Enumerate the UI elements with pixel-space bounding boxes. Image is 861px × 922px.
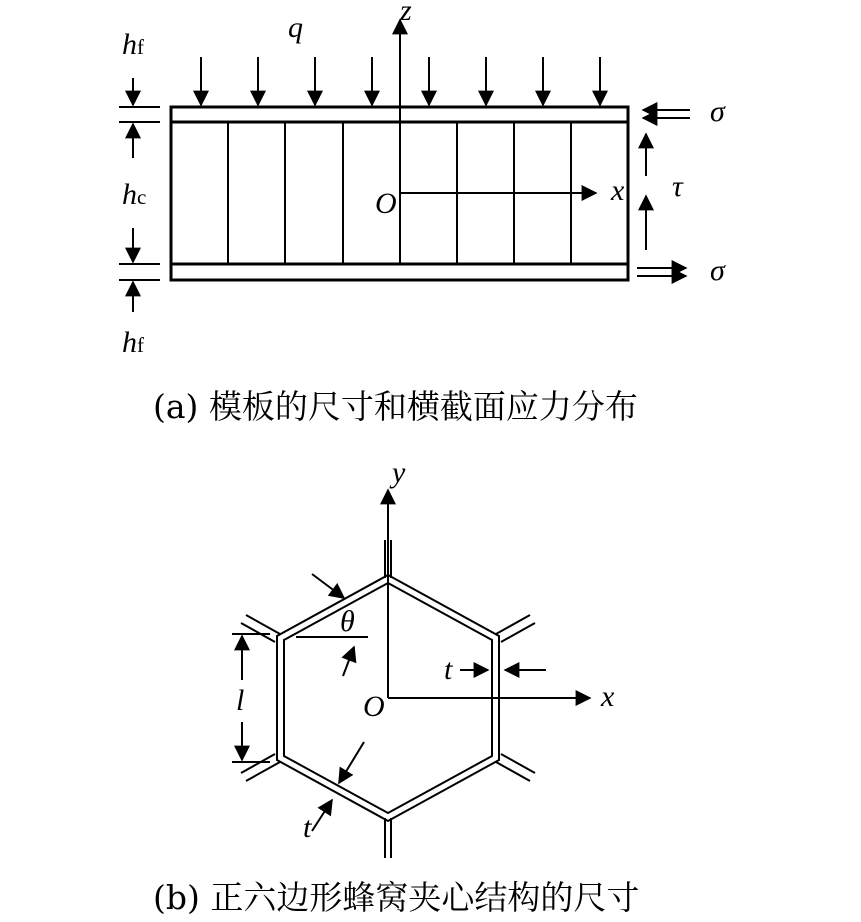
theta-arrow	[343, 647, 354, 676]
t-label-right: t	[444, 653, 453, 686]
tau-label: τ	[672, 170, 683, 203]
hf-bottom-label: hf	[122, 326, 144, 359]
t-bottom-arrow-lower	[312, 800, 332, 831]
origin-label-a: O	[375, 187, 397, 220]
x-axis-label-a: x	[611, 174, 625, 207]
caption-b: (b) 正六边形蜂窝夹心结构的尺寸	[153, 878, 640, 917]
panel-b	[232, 490, 590, 858]
theta-label: θ	[340, 605, 355, 638]
x-axis-label-b: x	[601, 680, 615, 713]
sigma-bottom-label: σ	[710, 254, 725, 287]
load-label-q: q	[288, 11, 303, 44]
hf-top-label: hf	[122, 28, 144, 61]
sigma-top-arrows	[643, 110, 690, 118]
l-label: l	[236, 684, 245, 717]
z-axis-label: z	[400, 0, 412, 27]
sigma-bottom-arrows	[637, 268, 686, 276]
t-label-bottom: t	[303, 811, 312, 844]
sigma-top-label: σ	[710, 95, 725, 128]
t-bottom-arrow-upper	[339, 742, 364, 783]
origin-label-b: O	[363, 690, 385, 723]
y-axis-label: y	[392, 456, 406, 489]
hc-label: hc	[122, 178, 147, 211]
panel-a	[119, 20, 690, 312]
wall-pointer-arrow-top	[312, 574, 344, 598]
caption-a: (a) 模板的尺寸和横截面应力分布	[153, 387, 638, 426]
